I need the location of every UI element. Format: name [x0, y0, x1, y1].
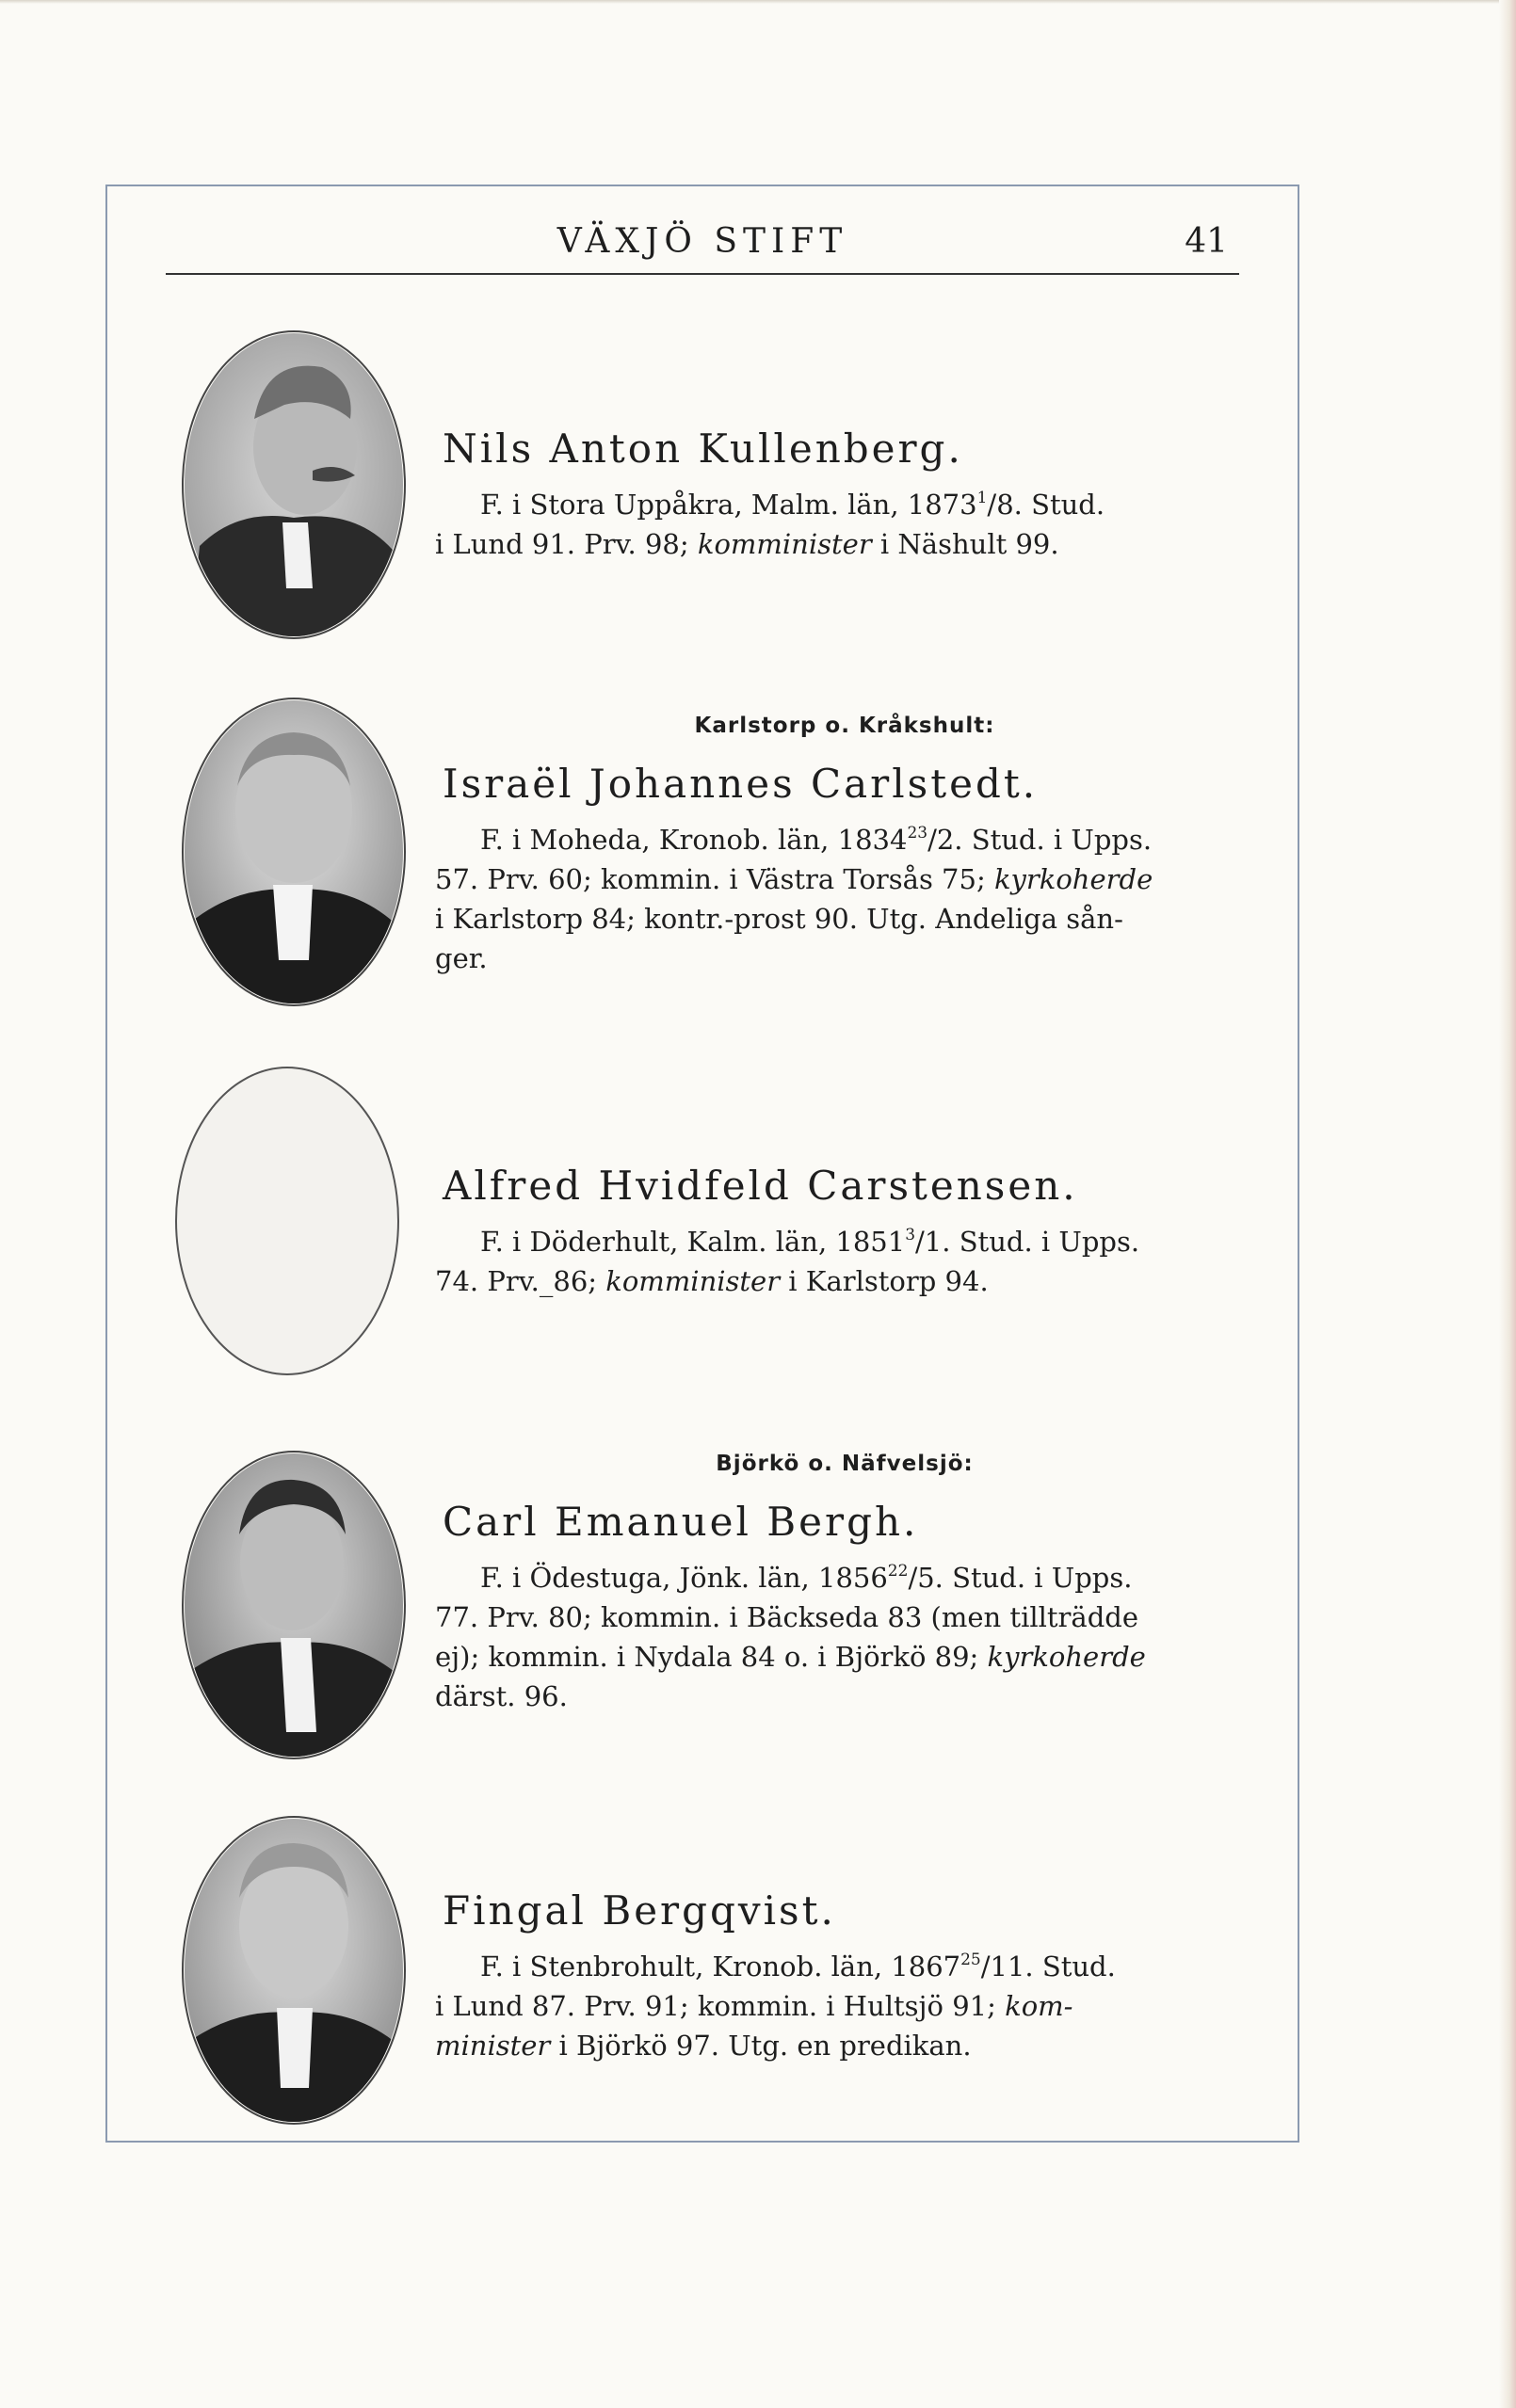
- entry-bergh: [435, 1499, 1254, 1716]
- clergy-bio: [435, 1947, 1254, 2065]
- bio-line: därst. 96.: [435, 1680, 568, 1712]
- portrait-carlstedt: [181, 697, 407, 1007]
- entry-bergqvist: [435, 1887, 1254, 2065]
- clergy-bio: [435, 820, 1254, 978]
- portrait-carstensen-blank: [174, 1066, 400, 1376]
- bio-line: F. i Stenbrohult, Kronob. län, 1867$^{25}$/11. Stud.: [480, 1950, 1116, 1983]
- bio-line: i Lund 87. Prv. 91; kommin. i Hultsjö 91; kom-: [435, 1990, 1073, 2022]
- section-heading-bjorko: Björkö o. Näfvelsjö:: [716, 1452, 974, 1476]
- paper-top-edge: [0, 0, 1516, 4]
- bio-line: ger.: [435, 942, 488, 974]
- running-title: VÄXJÖ STIFT: [556, 222, 848, 261]
- entry-carlstedt: [435, 761, 1254, 978]
- clergy-name: Alfred Hvidfeld Carstensen.: [443, 1163, 1078, 1209]
- header-rule: [166, 273, 1239, 275]
- bio-line: F. i Moheda, Kronob. län, 1834$^{23}$/2. Stud. i Upps.: [480, 824, 1153, 856]
- bio-line: 57. Prv. 60; kommin. i Västra Torsås 75; kyrkoherde: [435, 863, 1153, 895]
- portrait-kullenberg: [181, 329, 407, 640]
- clergy-name: Nils Anton Kullenberg.: [443, 425, 963, 472]
- clergy-bio: [435, 1558, 1254, 1716]
- portrait-bergh: [181, 1450, 407, 1760]
- clergy-name: Fingal Bergqvist.: [443, 1887, 836, 1934]
- page-header: [166, 217, 1239, 273]
- bio-line: F. i Döderhult, Kalm. län, 1851$^3$/1. Stud. i Upps.: [480, 1226, 1140, 1258]
- bio-line: i Karlstorp 84; kontr.-prost 90. Utg. Andeliga sån-: [435, 903, 1123, 935]
- paper-right-edge: [1499, 0, 1516, 2408]
- bio-line: ej); kommin. i Nydala 84 o. i Björkö 89; kyrkoherde: [435, 1641, 1146, 1673]
- bio-line: i Lund 91. Prv. 98; komminister i Näshult 99.: [435, 528, 1059, 560]
- bio-line: F. i Ödestuga, Jönk. län, 1856$^{22}$/5. Stud. i Upps.: [480, 1562, 1133, 1594]
- clergy-bio: [435, 1222, 1254, 1301]
- bio-line: 77. Prv. 80; kommin. i Bäckseda 83 (men tillträdde: [435, 1601, 1138, 1633]
- section-heading-karlstorp: Karlstorp o. Kråkshult:: [694, 714, 995, 738]
- entry-carstensen: [435, 1163, 1254, 1301]
- portrait-bergqvist: [181, 1815, 407, 2126]
- clergy-bio: [435, 485, 1254, 564]
- page-number: 41: [1185, 222, 1228, 261]
- bio-line: 74. Prv._86; komminister i Karlstorp 94.: [435, 1265, 989, 1297]
- clergy-name: Carl Emanuel Bergh.: [443, 1499, 919, 1545]
- entry-kullenberg: [435, 425, 1254, 564]
- bio-line: minister i Björkö 97. Utg. en predikan.: [435, 2030, 972, 2062]
- bio-line: F. i Stora Uppåkra, Malm. län, 1873$^1$/8. Stud.: [480, 489, 1105, 521]
- clergy-name: Israël Johannes Carlstedt.: [443, 761, 1039, 807]
